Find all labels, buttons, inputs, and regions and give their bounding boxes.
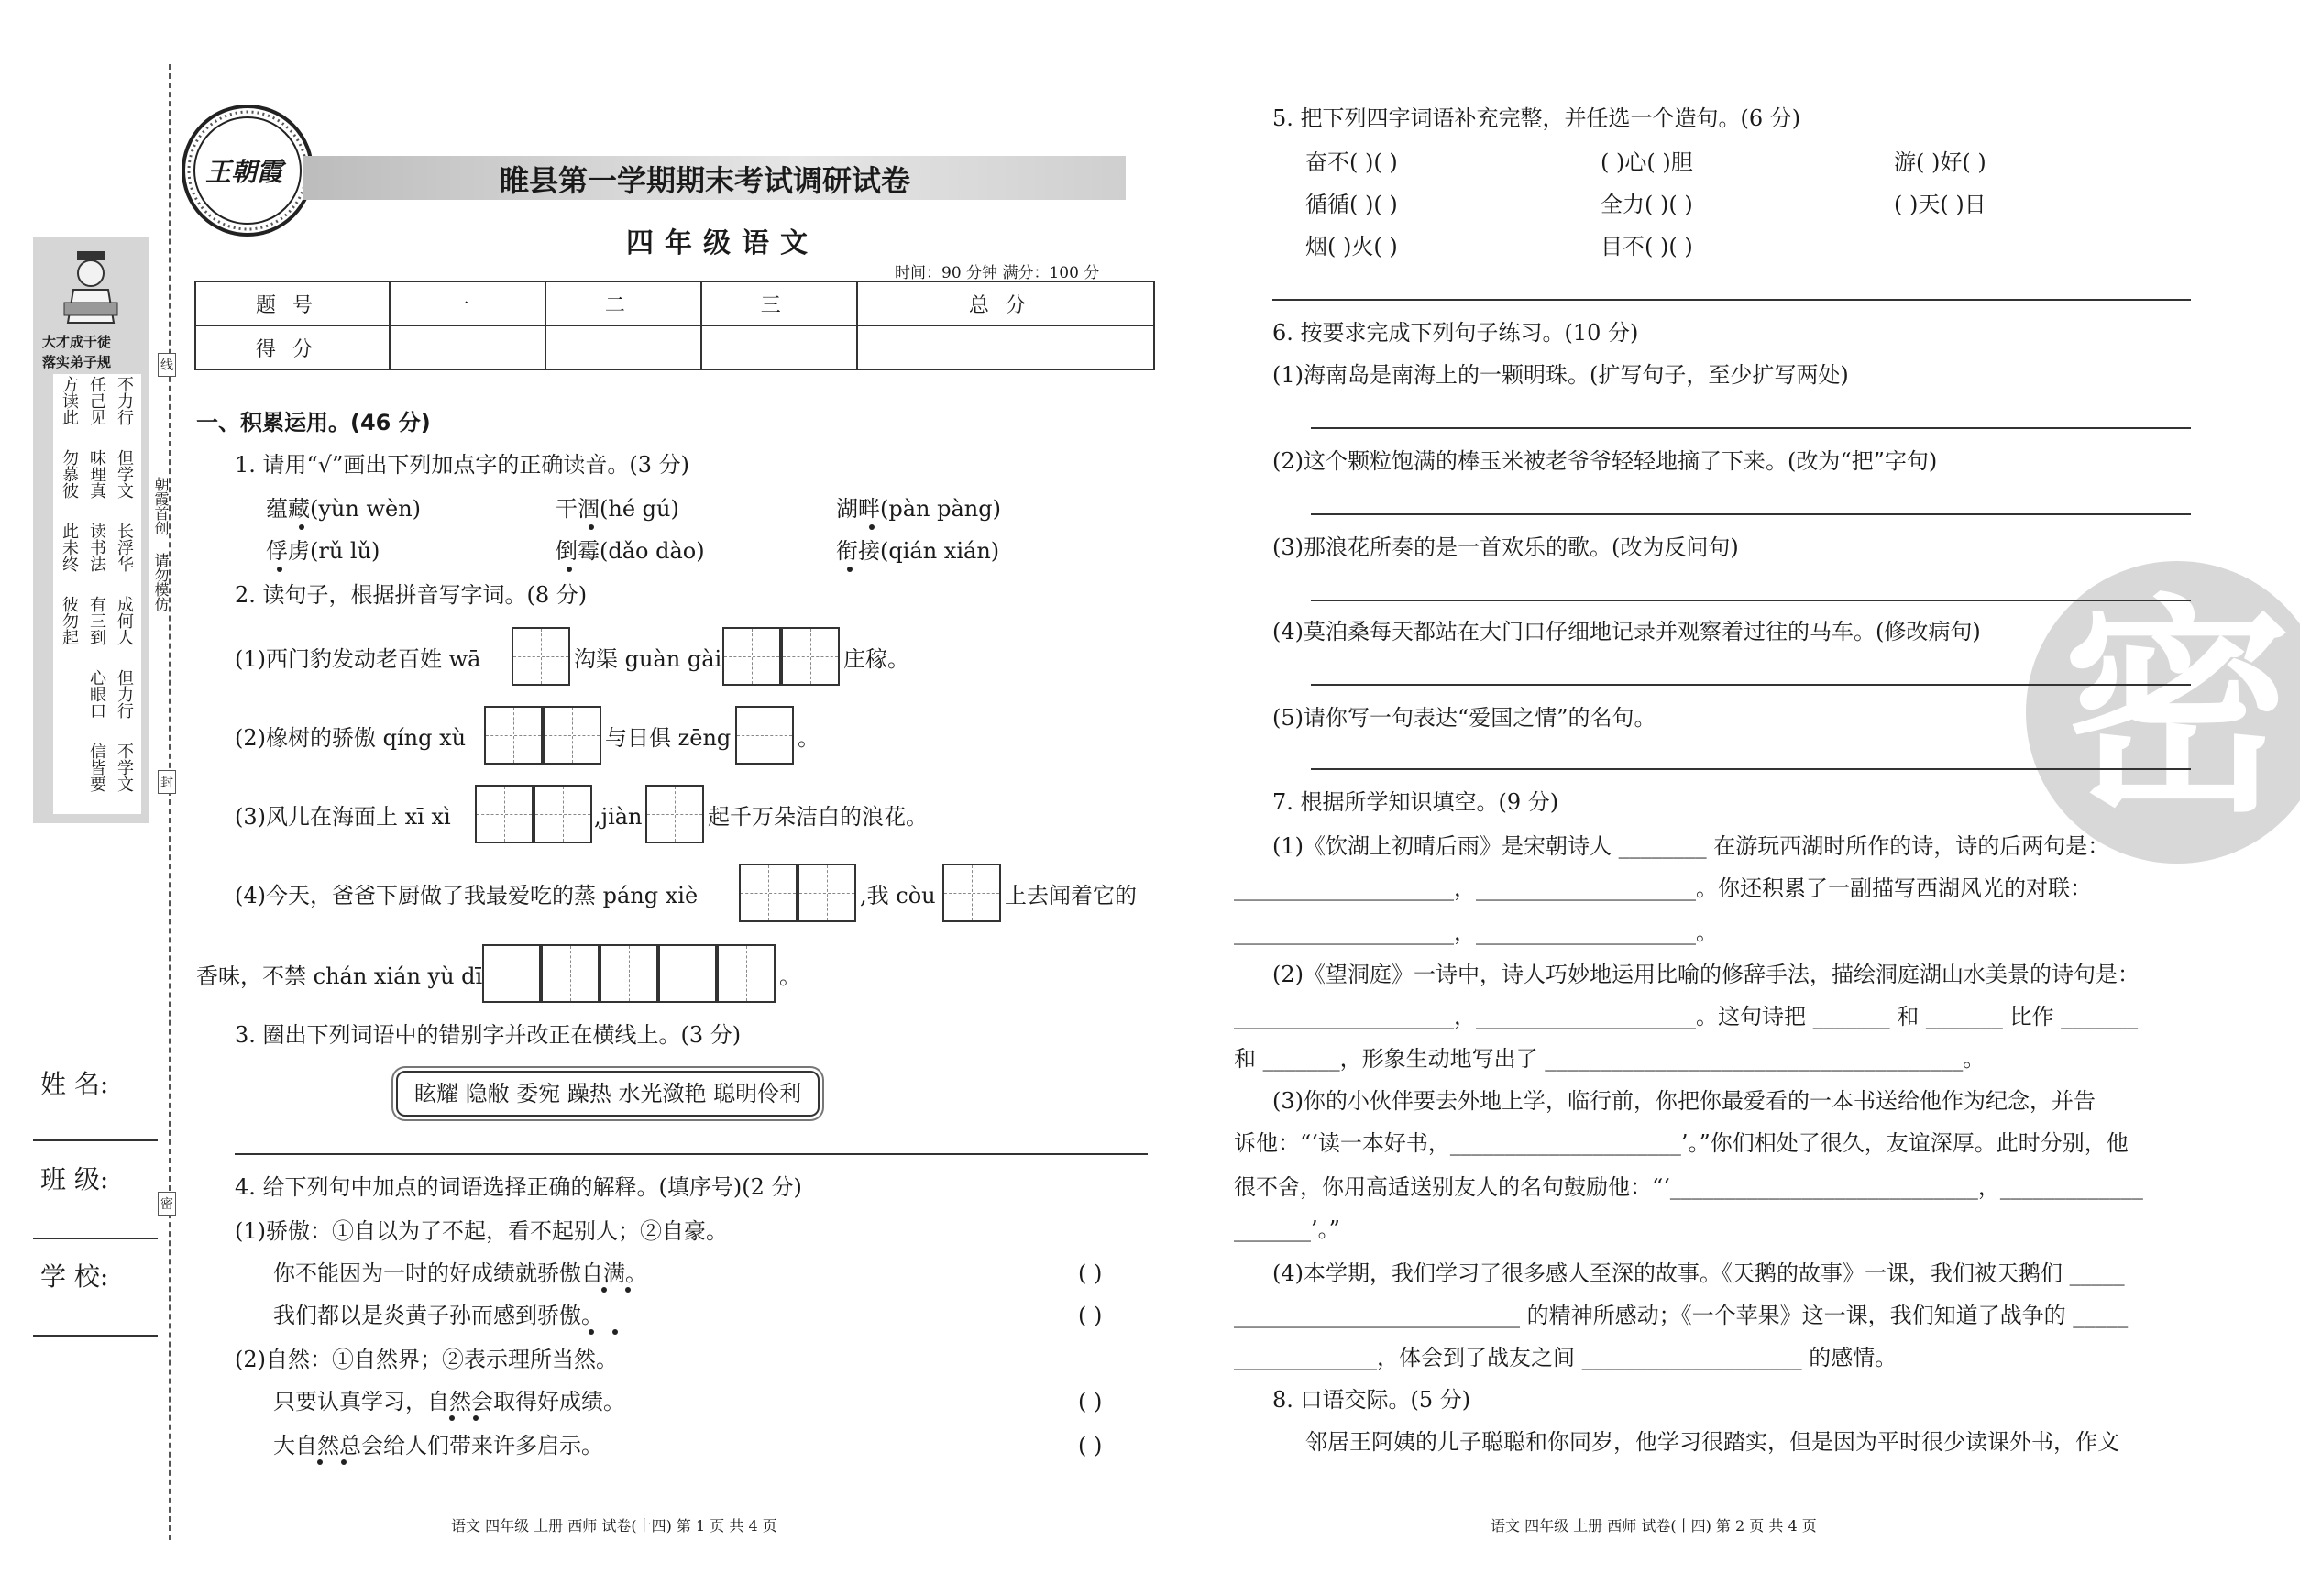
emphasis-dot: [589, 1329, 594, 1335]
class-field[interactable]: [33, 1238, 158, 1239]
q2-2-text: 。: [798, 725, 820, 751]
emphasis-dot: [567, 567, 572, 572]
char-box[interactable]: [543, 706, 601, 765]
q7-4-line[interactable]: __________________________ 的精神所感动；《一个苹果》这一课，我们知道了战争的 _____: [1234, 1303, 2129, 1328]
watermark-char: 密: [2063, 573, 2292, 842]
motto-top-line1: 大才成于徒: [42, 334, 112, 350]
motto-col: 味理真: [87, 449, 106, 499]
q3-word-box: 眩耀 隐敝 委宛 躁热 水光潋艳 聪明伶利: [396, 1071, 820, 1117]
emphasis-dot: [317, 1459, 323, 1465]
q4-2-answer-b[interactable]: ( ): [1078, 1433, 1103, 1458]
class-label: 班 级:: [40, 1164, 109, 1194]
q2-3-text: (3)风儿在海面上 xī xì: [235, 804, 451, 830]
motto-col: 长浮华: [115, 523, 134, 572]
emphasis-dot: [601, 1287, 607, 1293]
q4-2-sentence-a: 只要认真学习，自然会取得好成绩。: [273, 1389, 625, 1414]
q2-2-text: (2)橡树的骄傲 qíng xù: [235, 725, 467, 751]
emphasis-dot: [277, 567, 282, 572]
emphasis-dot: [612, 1329, 618, 1335]
q1-item[interactable]: 蕴藏(yùn wèn): [266, 496, 422, 522]
score-cell[interactable]: [857, 325, 1154, 369]
q1-prompt: 1. 请用“√”画出下列加点字的正确读音。(3 分): [235, 452, 689, 478]
exam-title: 睢县第一学期期末考试调研试卷: [500, 163, 911, 198]
seal-label-seal: 封: [158, 770, 176, 794]
q6-5-answer[interactable]: [1311, 768, 2191, 770]
q7-3-line[interactable]: 诉他：“‘读一本好书，_____________________’。”你们相处了很久，友谊深厚。此时分别，他: [1234, 1130, 2129, 1156]
score-header: 总分: [857, 281, 1154, 325]
seal-label-secret: 密: [158, 1192, 176, 1216]
char-box[interactable]: [722, 627, 781, 686]
notice-vertical: 朝霞首创 请勿模仿: [152, 477, 170, 611]
q5-blank[interactable]: 循循( )( ): [1305, 192, 1398, 217]
score-cell[interactable]: [390, 325, 545, 369]
emphasis-dot: [449, 1415, 455, 1421]
q5-prompt: 5. 把下列四字词语补充完整，并任选一个造句。(6 分): [1272, 105, 1801, 131]
q7-1-line[interactable]: ____________________，____________________。你还积累了一副描写西湖风光的对联：: [1234, 875, 2092, 901]
q4-1-answer-a[interactable]: ( ): [1078, 1260, 1103, 1286]
q8-prompt: 8. 口语交际。(5 分): [1272, 1387, 1471, 1413]
q4-prompt: 4. 给下列句中加点的词语选择正确的解释。(填序号)(2 分): [235, 1174, 802, 1200]
seal-label-line: 线: [158, 353, 176, 377]
name-label: 姓 名:: [40, 1069, 109, 1099]
q2-4-text: 香味，不禁 chán xián yù dī: [196, 963, 483, 989]
score-cell[interactable]: [701, 325, 857, 369]
q2-4-text: (4)今天，爸爸下厨做了我最爱吃的蒸 páng xiè: [235, 883, 699, 908]
q2-2-text: 与日俱 zēng: [605, 725, 732, 751]
emphasis-dot: [473, 1415, 479, 1421]
motto-top-line2: 落实弟子规: [42, 354, 112, 370]
q4-1-answer-b[interactable]: ( ): [1078, 1303, 1103, 1328]
char-box[interactable]: [512, 627, 570, 686]
q7-3-line[interactable]: _______’。”: [1234, 1216, 1340, 1242]
score-header: 一: [390, 281, 545, 325]
q2-1-text: 庄稼。: [843, 646, 909, 672]
char-box[interactable]: [942, 864, 1001, 922]
char-box[interactable]: [482, 944, 541, 1003]
char-box[interactable]: [717, 944, 776, 1003]
q5-blank[interactable]: 目不( )( ): [1601, 234, 1693, 259]
q4-1-sentence-b: 我们都以是炎黄子孙而感到骄傲。: [273, 1303, 603, 1328]
char-box[interactable]: [600, 944, 658, 1003]
motto-col: 此未终: [60, 523, 79, 572]
exam-subtitle: 四年级语文: [626, 227, 819, 259]
logo-text: 王朝霞: [205, 157, 283, 187]
q6-2-prompt: (2)这个颗粒饱满的棒玉米被老爷爷轻轻地摘了下来。(改为“把”字句): [1272, 448, 1938, 474]
q1-item[interactable]: 湖畔(pàn pàng): [836, 496, 1001, 522]
q4-1-sentence-a: 你不能因为一时的好成绩就骄傲自满。: [273, 1260, 647, 1286]
char-box[interactable]: [541, 944, 600, 1003]
right-page-footer: 语文 四年级 上册 西师 试卷(十四) 第 2 页 共 4 页: [1491, 1517, 1817, 1535]
motto-col: 有三到: [87, 596, 106, 645]
char-box[interactable]: [798, 864, 856, 922]
q6-2-answer[interactable]: [1311, 513, 2191, 515]
char-box[interactable]: [484, 706, 543, 765]
emphasis-dot: [341, 1459, 347, 1465]
score-label: 得分: [195, 325, 390, 369]
q6-4-answer[interactable]: [1311, 684, 2191, 686]
q5-blank[interactable]: 游( )好( ): [1894, 149, 1986, 175]
motto-col: 信皆要: [87, 743, 106, 792]
emphasis-dot: [589, 524, 594, 530]
motto-panel: [33, 237, 149, 823]
char-box[interactable]: [645, 785, 704, 843]
motto-col: 彼勿起: [60, 596, 79, 645]
secret-watermark: [2026, 561, 2300, 864]
q6-1-answer[interactable]: [1311, 427, 2191, 429]
motto-col: 任己见: [87, 376, 106, 425]
q6-3-prompt: (3)那浪花所奏的是一首欢乐的歌。(改为反问句): [1272, 534, 1739, 560]
motto-col: 不力行: [115, 376, 134, 425]
left-page-footer: 语文 四年级 上册 西师 试卷(十四) 第 1 页 共 4 页: [451, 1517, 777, 1535]
emphasis-dot: [299, 524, 304, 530]
q4-2-sentence-b: 大自然总会给人们带来许多启示。: [273, 1433, 603, 1458]
q1-item[interactable]: 倒霉(dǎo dào): [556, 538, 705, 564]
motto-col: 方读此: [60, 376, 79, 425]
q6-5-prompt: (5)请你写一句表达“爱国之情”的名句。: [1272, 705, 1656, 731]
q2-prompt: 2. 读句子，根据拼音写字词。(8 分): [235, 582, 588, 608]
name-field[interactable]: [33, 1139, 158, 1141]
score-header: 题号: [195, 281, 390, 325]
scholar-illustration: [61, 249, 121, 326]
q4-1-definition: (1)骄傲：①自以为了不起，看不起别人；②自豪。: [235, 1218, 728, 1244]
emphasis-dot: [625, 1287, 631, 1293]
score-header: 二: [545, 281, 701, 325]
q7-4-line[interactable]: _____________，体会到了战友之间 ____________________ 的感情。: [1234, 1345, 1898, 1370]
motto-col: 心眼口: [87, 669, 106, 719]
q5-blank[interactable]: ( )心( )胆: [1601, 149, 1693, 175]
section-1-title: 一、积累运用。(46 分): [196, 410, 431, 435]
q4-2-answer-a[interactable]: ( ): [1078, 1389, 1103, 1414]
q1-item[interactable]: 干涸(hé gú): [556, 496, 679, 522]
score-table: [194, 281, 1155, 370]
q7-1-line[interactable]: ____________________，____________________。: [1234, 919, 1718, 945]
school-field[interactable]: [33, 1335, 158, 1337]
char-box[interactable]: [475, 785, 534, 843]
motto-col: 成何人: [115, 596, 134, 645]
q2-1-text: (1)西门豹发动老百姓 wā: [235, 646, 481, 672]
q5-blank[interactable]: 全力( )( ): [1601, 192, 1693, 217]
char-box[interactable]: [739, 864, 798, 922]
binding-dashed-line: [169, 64, 171, 1540]
q2-4-text: 上去闻着它的: [1005, 883, 1137, 908]
q3-prompt: 3. 圈出下列词语中的错别字并改正在横线上。(3 分): [235, 1022, 742, 1048]
motto-col: 不学文: [115, 743, 134, 792]
score-cell[interactable]: [545, 325, 701, 369]
emphasis-dot: [847, 567, 853, 572]
q6-prompt: 6. 按要求完成下列句子练习。(10 分): [1272, 320, 1639, 346]
logo-emblem: [180, 103, 315, 238]
motto-col: 但力行: [115, 669, 134, 719]
q8-text: 邻居王阿姨的儿子聪聪和你同岁，他学习很踏实，但是因为平时很少读课外书，作文: [1305, 1429, 2119, 1455]
q2-4-text: 。: [779, 963, 801, 989]
emphasis-dot: [869, 524, 875, 530]
q1-item[interactable]: 俘虏(rǔ lǔ): [266, 538, 380, 564]
q7-2-line[interactable]: 和 _______，形象生动地写出了 ______________________________________。: [1234, 1046, 1986, 1072]
motto-col: 读书法: [87, 523, 106, 572]
char-box[interactable]: [534, 785, 592, 843]
time-info: 时间：90 分钟 满分：100 分: [895, 264, 1100, 282]
q3-answer-line[interactable]: [235, 1153, 1148, 1155]
q7-1-line[interactable]: (1)《饮湖上初晴后雨》是宋朝诗人 ________ 在游玩西湖时所作的诗，诗的后两句是：: [1272, 833, 2110, 859]
motto-col: 但学文: [115, 449, 134, 499]
school-label: 学 校:: [40, 1261, 109, 1292]
q5-sentence-line[interactable]: [1272, 299, 2191, 301]
q6-3-answer[interactable]: [1311, 600, 2191, 601]
q1-item[interactable]: 衔接(qián xián): [836, 538, 1000, 564]
q2-3-text: 起千万朵洁白的浪花。: [708, 804, 928, 830]
q7-3-line[interactable]: 很不舍，你用高适送别友人的名句鼓励他：“‘____________________________，_____________: [1234, 1174, 2143, 1200]
q2-1-text: 沟渠 guàn gài: [574, 646, 722, 672]
q7-3-line: (3)你的小伙伴要去外地上学，临行前，你把你最爱看的一本书送给他作为纪念，并告: [1272, 1088, 2096, 1114]
q2-4-text: ,我 còu: [860, 883, 936, 908]
q4-2-definition: (2)自然：①自然界；②表示理所当然。: [235, 1347, 618, 1372]
q6-1-prompt: (1)海南岛是南海上的一颗明珠。(扩写句子，至少扩写两处): [1272, 362, 1849, 388]
q5-blank[interactable]: 奋不( )( ): [1305, 149, 1398, 175]
q6-4-prompt: (4)莫泊桑每天都站在大门口仔细地记录并观察着过往的马车。(修改病句): [1272, 619, 1981, 644]
q5-blank[interactable]: ( )天( )日: [1894, 192, 1986, 217]
motto-col: 勿慕彼: [60, 449, 79, 499]
q5-blank[interactable]: 烟( )火( ): [1305, 234, 1398, 259]
q7-2-line[interactable]: (2)《望洞庭》一诗中，诗人巧妙地运用比喻的修辞手法，描绘洞庭湖山水美景的诗句是：: [1272, 962, 2140, 987]
q7-prompt: 7. 根据所学知识填空。(9 分): [1272, 789, 1559, 815]
q2-3-text: ,jiàn: [594, 804, 643, 830]
char-box[interactable]: [658, 944, 717, 1003]
q7-4-line[interactable]: (4)本学期，我们学习了很多感人至深的故事。《天鹅的故事》一课，我们被天鹅们 _____: [1272, 1260, 2125, 1286]
char-box[interactable]: [781, 627, 840, 686]
char-box[interactable]: [735, 706, 794, 765]
q7-2-line[interactable]: ____________________，____________________。这句诗把 _______ 和 _______ 比作 _______: [1234, 1004, 2139, 1029]
score-header: 三: [701, 281, 857, 325]
